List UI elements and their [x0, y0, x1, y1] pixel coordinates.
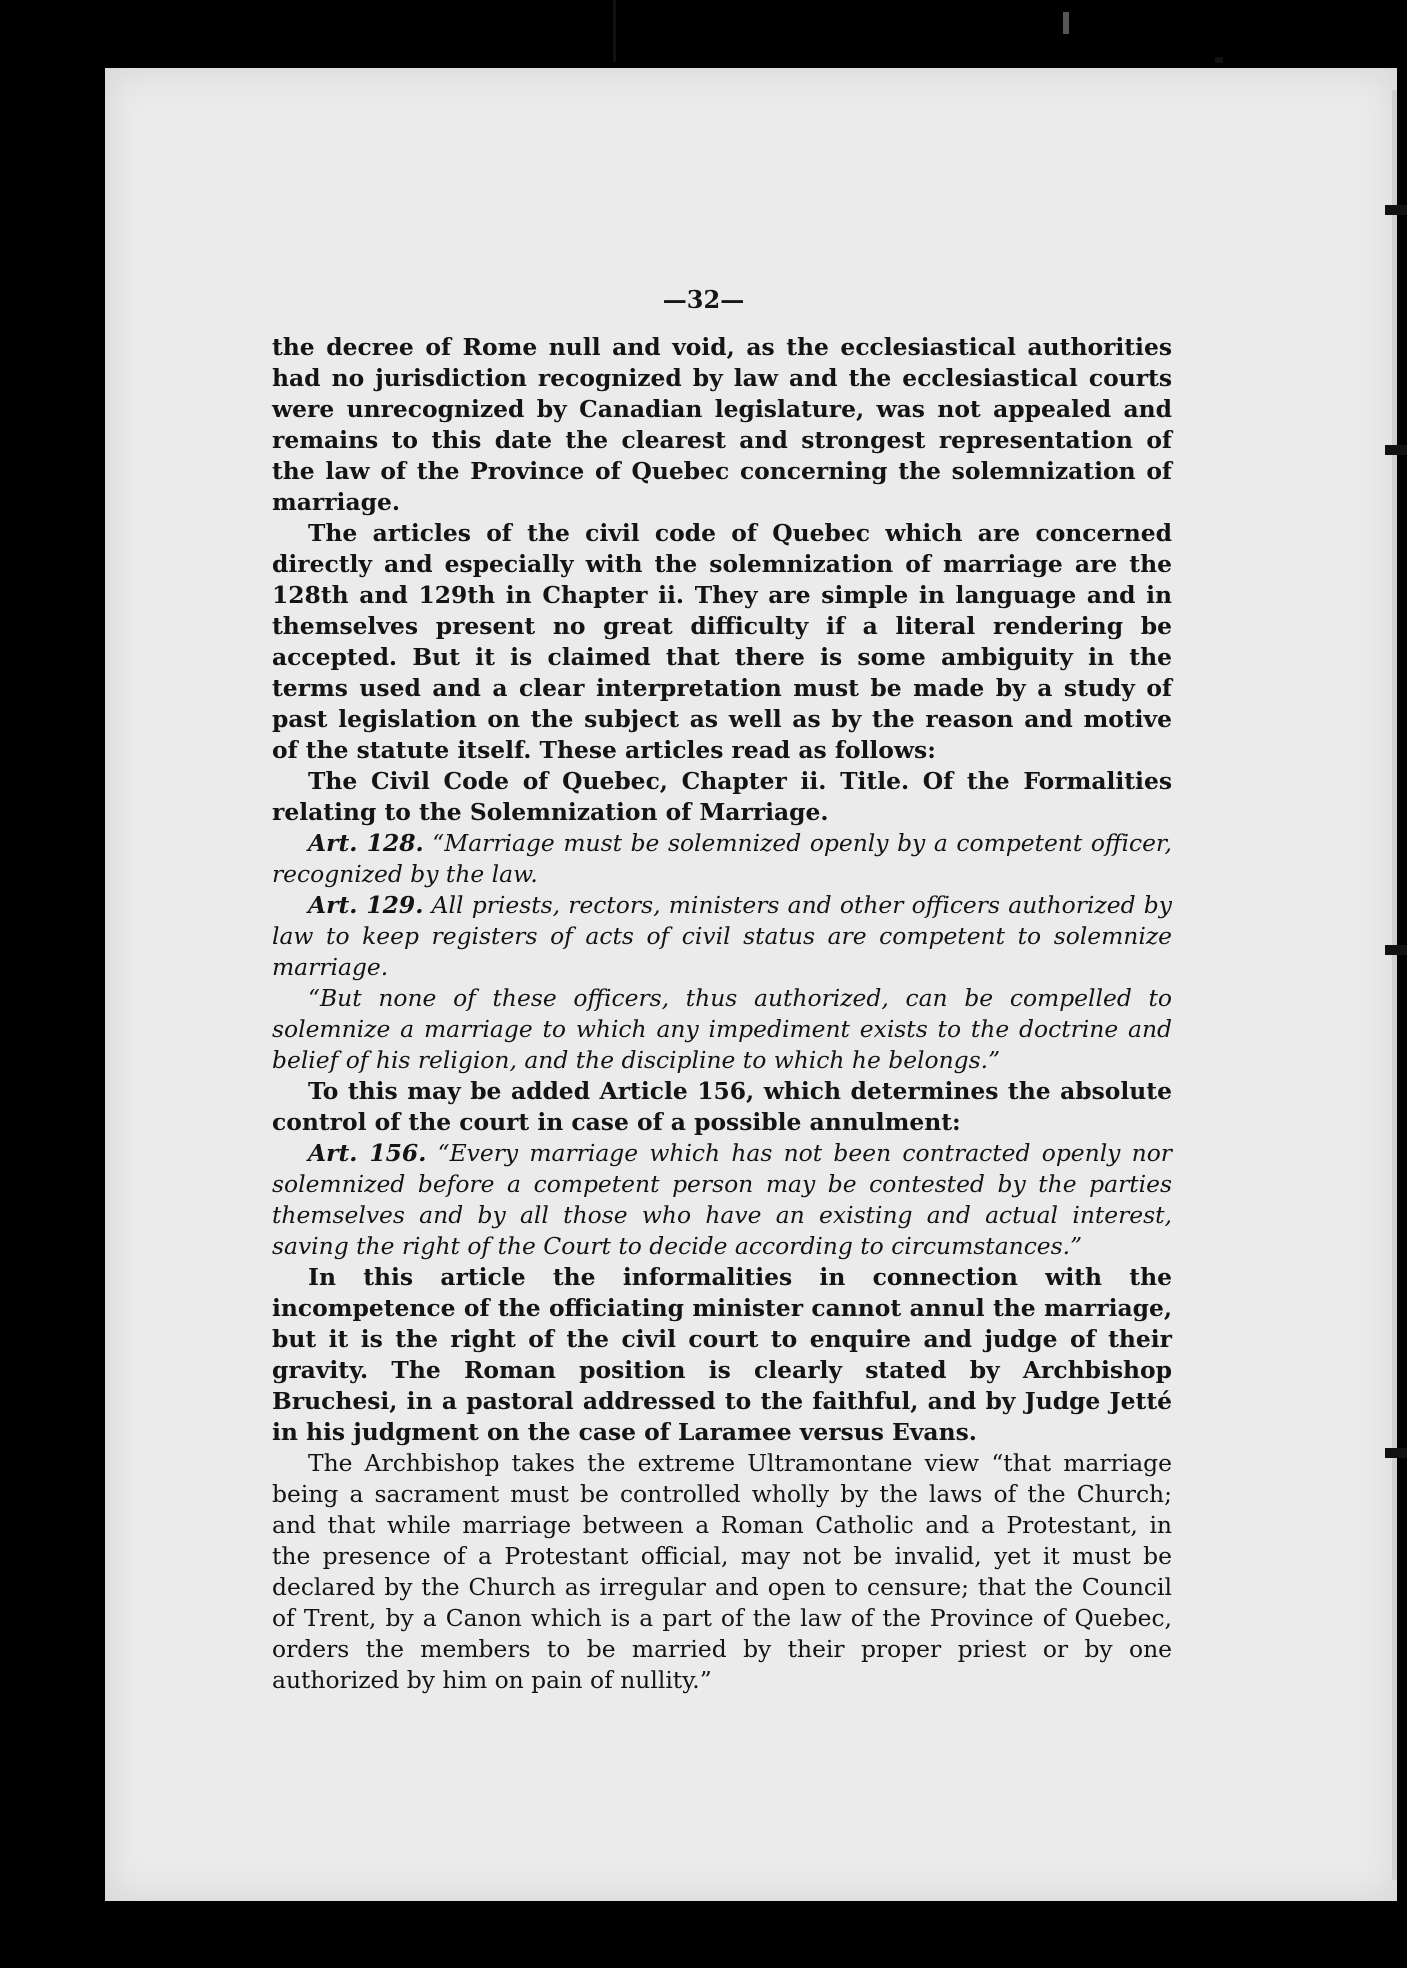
scan-artifact — [1063, 12, 1069, 34]
scan-artifact — [613, 0, 616, 62]
paragraph: The Archbishop takes the extreme Ultramontane view “that marriage being a sacrament must be controlled wholly by the laws of the Church; and that while marriage between a Roman Catholic and a Protestant, in the presence of a Protestant official, may not be invalid, yet it must be declared by the Church as irregular and open to censure; that the Council of Trent, by a Canon which is a part of the law of the Province of Quebec, orders the members to be married by their proper priest or by one authorized by him on pain of nullity.” — [272, 1449, 1172, 1694]
article-128 — [272, 828, 1172, 890]
margin-mark — [1385, 1448, 1407, 1458]
article-129 — [272, 890, 1172, 983]
paragraph: “But none of these officers, thus authorized, can be compelled to solemnize a marriage to which any impediment exists to the doctrine and belief of his religion, and the discipline to which he belongs.” — [272, 984, 1172, 1074]
body-text — [272, 332, 1172, 1696]
paragraph: The articles of the civil code of Quebec which are concerned directly and especially with the solemnization of marriage are the 128th and 129th in Chapter ii. They are simple in language and in themselves present no great difficulty if a literal rendering be accepted. But it is claimed that there is some ambiguity in the terms used and a clear interpretation must be made by a study of past legislation on the subject as well as by the reason and motive of the statute itself. These articles read as follows: — [272, 519, 1172, 764]
margin-mark — [1385, 945, 1407, 955]
article-156 — [272, 1138, 1172, 1262]
margin-mark — [1385, 205, 1407, 215]
scan-artifact — [1215, 57, 1223, 63]
article-label: Art. 128. — [308, 829, 424, 857]
paragraph: In this article the informalities in connection with the incompetence of the officiating minister cannot annul the marriage, but it is the right of the civil court to enquire and judge of their gravity. The Roman position is clearly stated by Archbishop Bruchesi, in a pastoral addressed to the faithful, and by Judge Jetté in his judgment on the case of Laramee versus Evans. — [272, 1263, 1172, 1446]
article-text: “Marriage must be solemnized openly by a competent officer, recognized by the law. — [272, 829, 1172, 888]
page-edge — [1392, 90, 1397, 1880]
paragraph: The Civil Code of Quebec, Chapter ii. Title. Of the Formalities relating to the Solemnization of Marriage. — [272, 767, 1172, 826]
page-number: —32— — [662, 285, 745, 314]
margin-mark — [1385, 445, 1407, 455]
article-label: Art. 129. — [308, 891, 424, 919]
article-text: “Every marriage which has not been contracted openly nor solemnized before a competent person may be contested by the parties themselves and by all those who have an existing and actual interest, saving the right of the Court to decide according to circumstances.” — [272, 1139, 1172, 1260]
paragraph: the decree of Rome null and void, as the ecclesiastical authorities had no jurisdiction recognized by law and the ecclesiastical courts were unrecognized by Canadian legislature, was not appealed and remains to this date the clearest and strongest representation of the law of the Province of Quebec concerning the solemnization of marriage. — [272, 333, 1172, 516]
article-text: All priests, rectors, ministers and other officers authorized by law to keep registers of acts of civil status are competent to solemnize marriage. — [272, 891, 1172, 981]
paragraph: To this may be added Article 156, which determines the absolute control of the court in case of a possible annulment: — [272, 1077, 1172, 1136]
article-label: Art. 156. — [308, 1139, 427, 1167]
